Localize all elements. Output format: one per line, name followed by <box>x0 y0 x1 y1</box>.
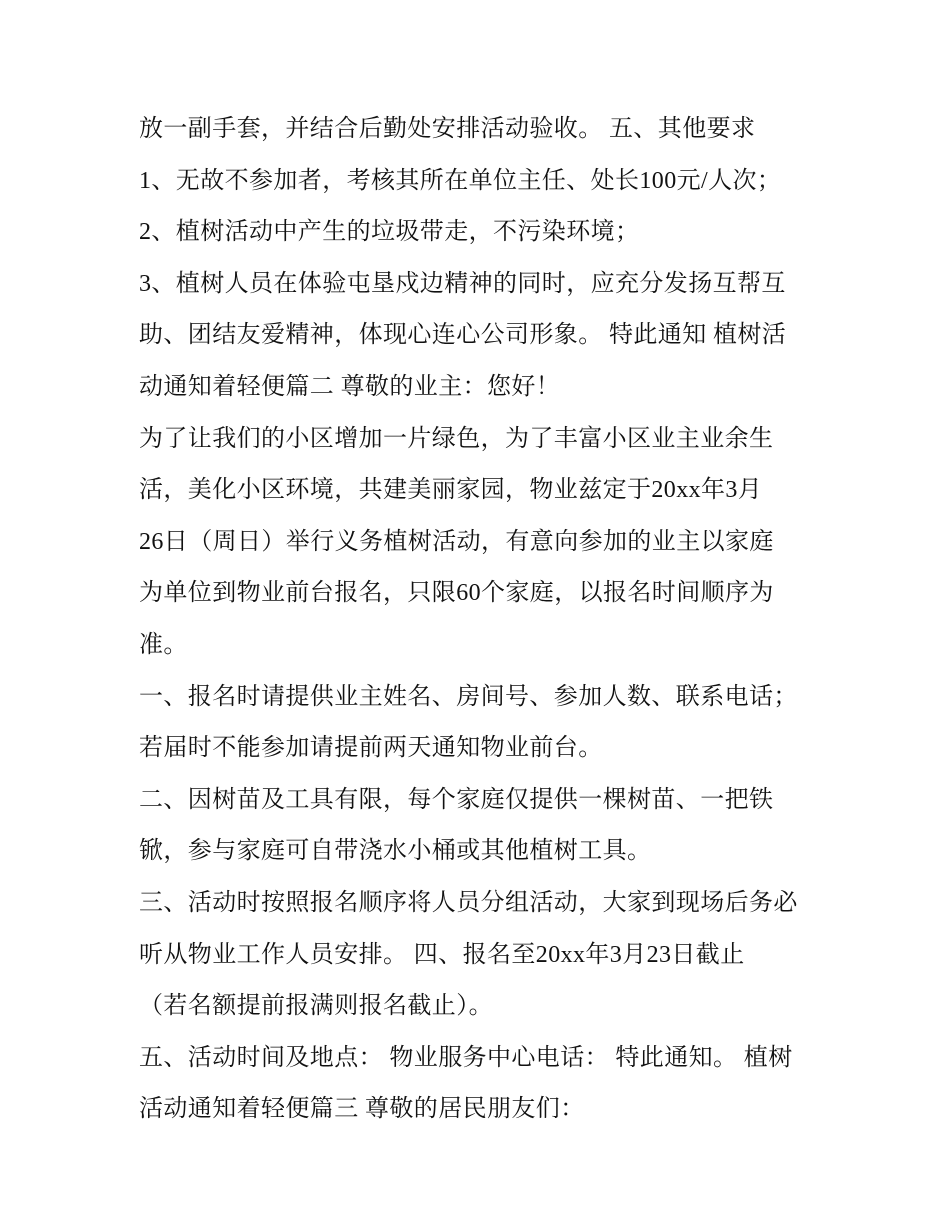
text-line: 为单位到物业前台报名，只限60个家庭，以报名时间顺序为 <box>139 580 774 607</box>
text-line: 锨，参与家庭可自带浇水小桶或其他植树工具。 <box>139 838 652 865</box>
text-line: 活动通知着轻便篇三 尊敬的居民朋友们： <box>139 1096 585 1123</box>
text-line: 一、报名时请提供业主姓名、房间号、参加人数、联系电话； <box>139 683 798 710</box>
text-line: 为了让我们的小区增加一片绿色，为了丰富小区业主业余生 <box>139 425 774 452</box>
text-line: 1、无故不参加者，考核其所在单位主任、处长100元/人次； <box>139 167 782 194</box>
text-line: 动通知着轻便篇二 尊敬的业主：您好！ <box>139 373 561 400</box>
document-body <box>139 104 819 1136</box>
text-line: 听从物业工作人员安排。 四、报名至20xx年3月23日截止 <box>139 941 745 968</box>
text-line: 五、活动时间及地点： 物业服务中心电话： 特此通知。 植树 <box>139 1044 793 1071</box>
text-line: 活，美化小区环境，共建美丽家园，物业兹定于20xx年3月 <box>139 477 763 504</box>
text-line: 2、植树活动中产生的垃圾带走，不污染环境； <box>139 219 640 246</box>
text-line: 3、植树人员在体验屯垦戍边精神的同时，应充分发扬互帮互 <box>139 270 786 297</box>
text-line: 26日（周日）举行义务植树活动，有意向参加的业主以家庭 <box>139 528 774 555</box>
text-line: 助、团结友爱精神，体现心连心公司形象。 特此通知 植树活 <box>139 322 787 349</box>
text-line: 若届时不能参加请提前两天通知物业前台。 <box>139 735 603 762</box>
text-line: 放一副手套，并结合后勤处安排活动验收。 五、其他要求 <box>139 116 756 142</box>
text-line: 准。 <box>139 631 188 658</box>
text-line: 二、因树苗及工具有限，每个家庭仅提供一棵树苗、一把铁 <box>139 786 774 813</box>
text-line: 三、活动时按照报名顺序将人员分组活动，大家到现场后务必 <box>139 889 798 916</box>
text-line: （若名额提前报满则报名截止）。 <box>139 993 493 1020</box>
